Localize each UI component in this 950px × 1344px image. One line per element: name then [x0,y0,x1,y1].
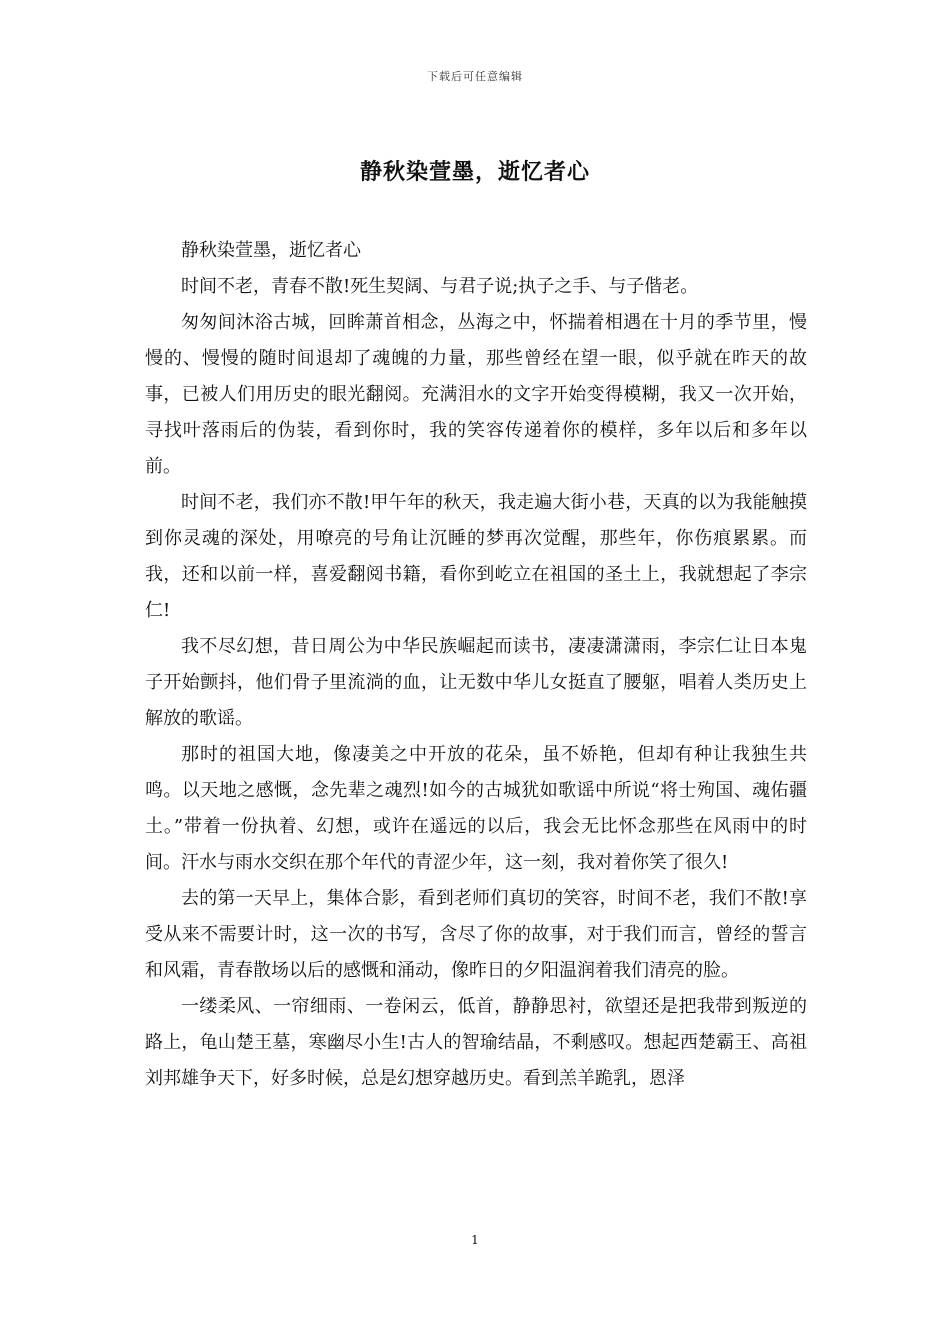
paragraph: 匆匆间沐浴古城，回眸萧首相念，丛海之中，怀揣着相遇在十月的季节里，慢慢的、慢慢的随时间退却了魂魄的力量，那些曾经在望一眼，似乎就在昨天的故事，已被人们用历史的眼光翻阅。充满泪水的文字开始变得模糊，我又一次开始，寻找叶落雨后的伪装，看到你时，我的笑容传递着你的模样，多年以后和多年以前。 [145,312,807,477]
paragraph: 我不尽幻想，昔日周公为中华民族崛起而读书，凄凄潇潇雨，李宗仁让日本鬼子开始颤抖，他们骨子里流淌的血，让无数中华儿女挺直了腰躯，唱着人类历史上解放的歌谣。 [145,636,807,729]
paragraph: 一缕柔风、一帘细雨、一卷闲云，低首，静静思衬，欲望还是把我带到叛逆的路上，龟山楚王墓，寒幽尽小生!古人的智瑜结晶，不剩感叹。想起西楚霸王、高祖刘邦雄争天下，好多时候，总是幻想穿越历史。看到羔羊跪乳，恩泽 [145,996,807,1089]
paragraph: 去的第一天早上，集体合影，看到老师们真切的笑容，时间不老，我们不散!享受从来不需要计时，这一次的书写，含尽了你的故事，对于我们而言，曾经的誓言和风霜，青春散场以后的感慨和涌动，像昨日的夕阳温润着我们清亮的脸。 [145,888,807,981]
document-title: 静秋染萱墨，逝忆者心 [359,159,590,185]
paragraph: 那时的祖国大地，像凄美之中开放的花朵，虽不娇艳，但却有种让我独生共鸣。以天地之感慨，念先辈之魂烈!如今的古城犹如歌谣中所说“将士殉国、魂佑疆土。”带着一份执着、幻想，或许在遥远的以后，我会无比怀念那些在风雨中的时间。汗水与雨水交织在那个年代的青涩少年，这一刻，我对着你笑了很久! [145,744,807,873]
paragraph: 时间不老，青春不散!死生契阔、与君子说;执子之手、与子偕老。 [181,276,699,297]
document-body [145,233,807,1097]
page-number: 1 [471,1233,479,1247]
paragraph: 静秋染萱墨，逝忆者心 [181,240,361,261]
paragraph: 时间不老，我们亦不散!甲午年的秋天，我走遍大街小巷，天真的以为我能触摸到你灵魂的深处，用嘹亮的号角让沉睡的梦再次觉醒，那些年，你伤痕累累。而我，还和以前一样，喜爱翻阅书籍，看你到屹立在祖国的圣土上，我就想起了李宗仁! [145,492,807,621]
page-header: 下载后可任意编辑 [427,70,523,83]
